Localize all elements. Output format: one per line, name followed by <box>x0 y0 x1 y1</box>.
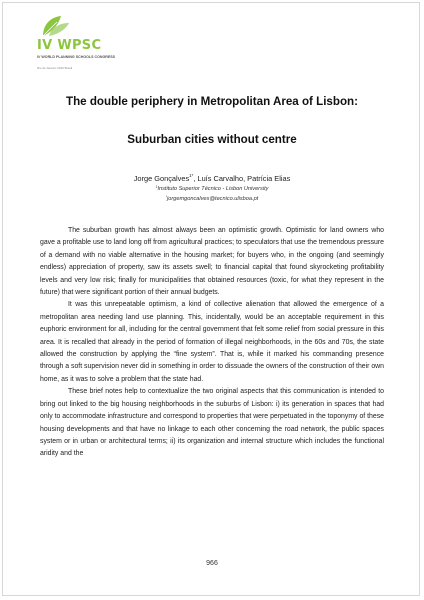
congress-logo <box>37 14 197 84</box>
paper-title-line-1: The double periphery in Metropolitan Area of Lisbon: <box>65 95 358 108</box>
affiliation-mark: 1 <box>155 185 158 189</box>
author-mark: 1* <box>189 173 194 178</box>
paper-title-line-2: Suburban cities without centre <box>127 133 297 146</box>
leaf-icon <box>37 14 77 38</box>
affiliation-text: Instituto Superior Técnico - Lisbon University <box>157 186 269 192</box>
logo-tagline: Rio de Janeiro 2016 Brasil <box>37 66 73 70</box>
paragraph: The suburban growth has almost always been an optimistic growth. Optimistic for land owners who gave a profitable use to land long off from agricultural practices; to speculators that use the tremendous pressure of a demand with no viable alternative in the housing market; for buyers who, in the ongoing (and seemingly endless) appreciation of property, saw its assets swell; to financial capital that found skyrocketing profitability levels and very low risk; finally for municipalities that obtained resources (toxic, for what they represent in the future) that were significant portion of their annual budgets. <box>40 227 384 297</box>
logo-subtitle: IV WORLD PLANNING SCHOOLS CONGRESS <box>37 55 116 59</box>
page-number: 966 <box>206 560 218 567</box>
email-text: jorgemgoncalves@tecnico.ulisboa.pt <box>167 196 259 202</box>
first-author: Jorge Gonçalves <box>133 174 190 183</box>
paragraph: It was this unrepeatable optimism, a kind of collective alienation that allowed the emergence of a metropolitan area needing land use planning. This, incidentally, would be an acceptable requirement in this euphoric environment for all, including for the central government that felt some relief from social pressure in this area. It is recalled that already in the period of formation of illegal neighborhoods, in the 60s and 70s, the state allowed the construction by applying the “fine system”. That is, while it marked his commanding presence through a soft supervision never did in something in order to dissuade the owners of the construction of their own home, as it was to solve a problem that the state had. <box>40 301 384 383</box>
affiliation <box>40 186 384 192</box>
email-mark: * <box>165 195 168 199</box>
paragraph: These brief notes help to contextualize the two original aspects that this communication is intended to bring out linked to the big housing neighborhoods in the suburbs of Lisbon: i) its generation in spaces that had only to accommodate infrastructure and correspond to properties that were perpetuated in the toponymy of these housing developments and that have no linkage to each other concerning the road network, the public spaces system or in urban or architectural terms; ii) its organization and internal structure which includes the functional aridity and the <box>40 388 384 458</box>
body-text <box>40 225 384 461</box>
author-list <box>40 174 384 183</box>
other-authors: , Luís Carvalho, Patrícia Elias <box>193 174 291 183</box>
email <box>40 196 384 202</box>
logo-title: IV WPSC <box>37 38 102 53</box>
